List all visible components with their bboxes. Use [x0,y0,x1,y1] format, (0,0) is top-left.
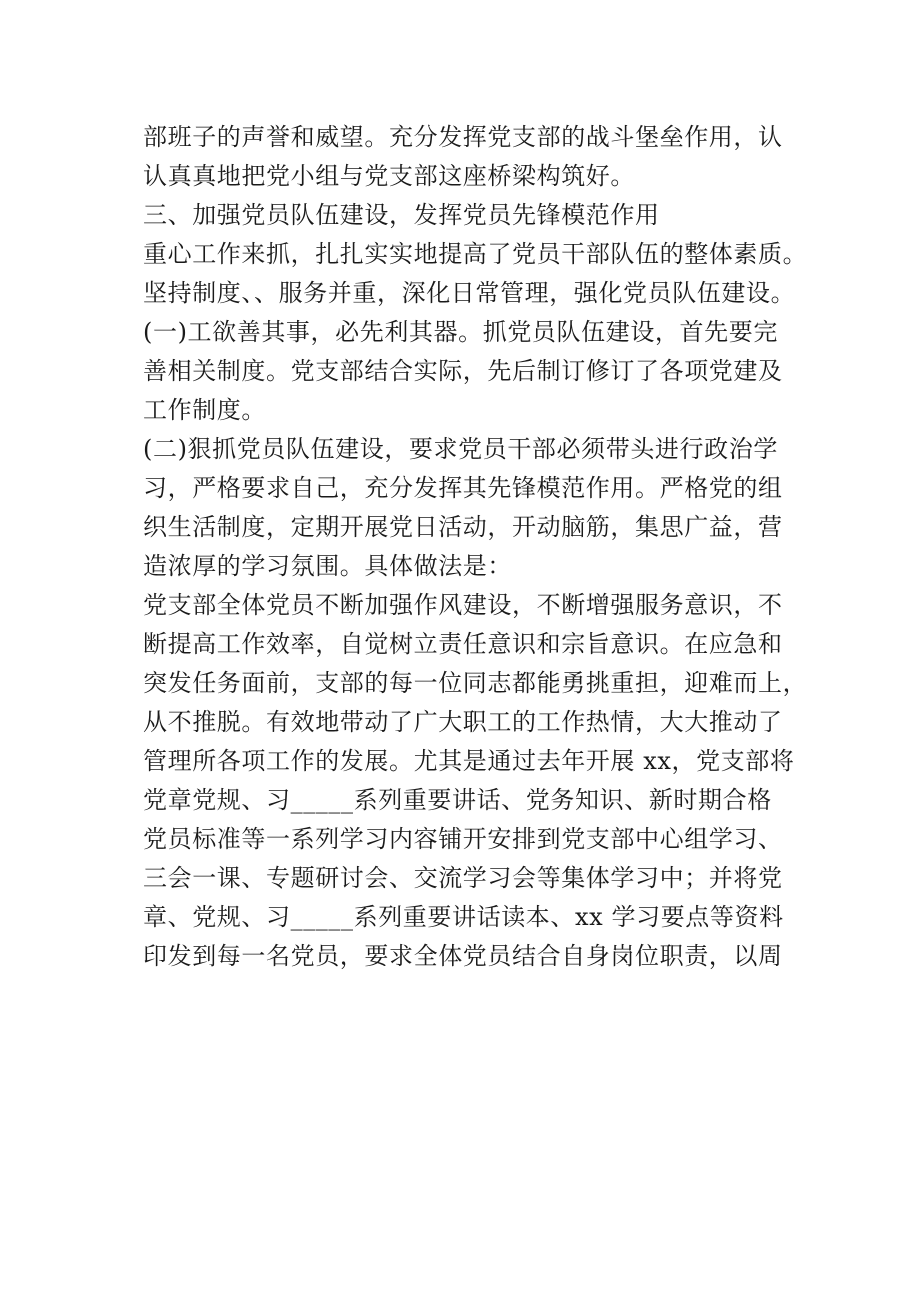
text-line: 善相关制度。党支部结合实际，先后制订修订了各项党建及 [143,357,783,385]
text-line: 党章党规、习_____系列重要讲话、党务知识、新时期合格 [143,786,772,814]
text-line: 三会一课、专题研讨会、交流学习会等集体学习中；并将党 [143,864,783,892]
text-line: 章、党规、习_____系列重要讲话读本、xx 学习要点等资料 [143,903,784,931]
text-line: 习，严格要求自己，充分发挥其先锋模范作用。严格党的组 [143,474,783,502]
text-line: 造浓厚的学习氛围。具体做法是： [143,552,512,580]
text-line: 坚持制度、、服务并重，深化日常管理，强化党员队伍建设。 [143,279,796,307]
text-line: 认真真地把党小组与党支部这座桥梁构筑好。 [143,162,635,190]
text-line: (二)狠抓党员队伍建设，要求党员干部必须带头进行政治学 [143,435,778,463]
text-line: 断提高工作效率，自觉树立责任意识和宗旨意识。在应急和 [143,630,783,658]
text-line: 部班子的声誉和威望。充分发挥党支部的战斗堡垒作用，认 [143,123,783,151]
text-line: (一)工欲善其事，必先利其器。抓党员队伍建设，首先要完 [143,318,778,346]
text-line: 重心工作来抓，扎扎实实地提高了党员干部队伍的整体素质。 [143,240,808,268]
section-heading: 三、加强党员队伍建设，发挥党员先锋模范作用 [143,201,660,229]
document-body [143,118,808,976]
text-line: 印发到每一名党员，要求全体党员结合自身岗位职责，以周 [143,942,783,970]
text-line: 党支部全体党员不断加强作风建设，不断增强服务意识，不 [143,591,783,619]
text-line: 党员标准等一系列学习内容铺开安排到党支部中心组学习、 [143,825,783,853]
text-line: 工作制度。 [143,396,266,424]
text-line: 从不推脱。有效地带动了广大职工的工作热情，大大推动了 [143,708,783,736]
text-line: 织生活制度，定期开展党日活动，开动脑筋，集思广益，营 [143,513,783,541]
text-line: 突发任务面前，支部的每一位同志都能勇挑重担，迎难而上， [143,669,808,697]
text-line: 管理所各项工作的发展。尤其是通过去年开展 xx，党支部将 [143,747,795,775]
